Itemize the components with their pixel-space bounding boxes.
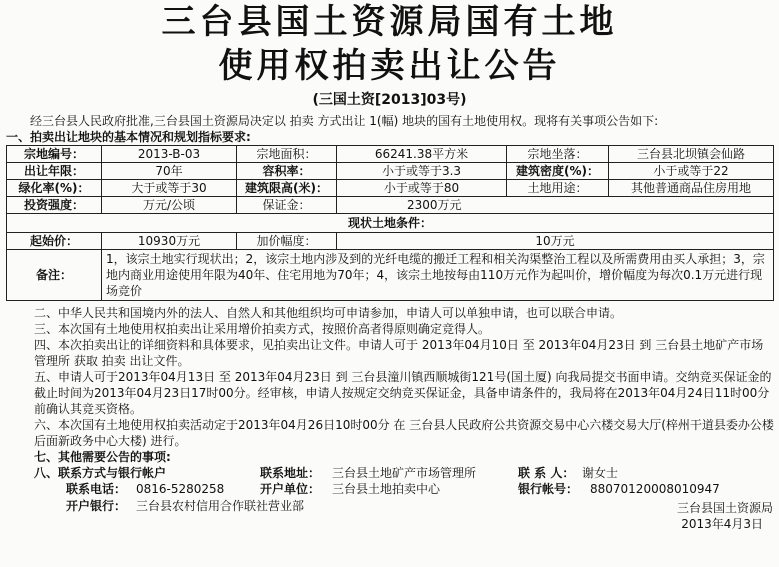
table-cell: 小于或等于22 [609, 163, 774, 180]
contact-person-value: 谢女士 [582, 466, 619, 480]
table-cell: 2300万元 [337, 197, 774, 214]
table-row [7, 214, 774, 233]
paragraph-text: 五、申请人可于2013年04月13日 至 2013年04月23日 到 三台县潼川镇西顺城街121号(国土厦) 向我局提交书面申请。交纳竞买保证金的截止时间为2013年04月23日17时00分。经审核，申请人按规定交纳竞买保证金，具备申请条件的，我局将在2013年04月24日11时00分 前确认其竞买资格。 [34, 370, 772, 416]
table-cell: 建筑密度(%)： [507, 163, 609, 180]
signature: 三台县国土资源局 [676, 501, 773, 515]
contact-person-label: 联 系 人： [518, 466, 575, 480]
paragraph-text: 四、本次拍卖出让的详细资料和具体要求，见拍卖出让文件。申请人可于 2013年04月10日 至 2013年04月23日 到 三台县土地矿产市场管理所 获取 拍卖 出让文件。 [34, 338, 764, 368]
table-cell: 万元/公顷 [102, 197, 237, 214]
account-number-label: 银行帐号： [518, 482, 579, 496]
address-value: 三台县土地矿产市场管理所 [332, 466, 477, 480]
table-cell: 宗地面积： [237, 146, 337, 163]
table-cell: 宗地编号： [7, 146, 102, 163]
table-cell: 大于或等于30 [102, 180, 237, 197]
address-label: 联系地址： [260, 466, 321, 480]
table-cell: 建筑限高(米)： [237, 180, 337, 197]
table-row [7, 146, 774, 163]
table-row [7, 233, 774, 250]
table-cell: 66241.38平方米 [337, 146, 507, 163]
table-cell: 加价幅度： [237, 233, 337, 250]
phone-value: 0816-5280258 [136, 482, 225, 496]
table-cell: 其他普通商品住房用地 [609, 180, 774, 197]
phone-label: 联系电话： [66, 482, 127, 496]
paragraph-2 [0, 305, 779, 321]
paragraph-7 [0, 449, 779, 465]
document-number: (三国土资[2013]03号) [312, 92, 467, 108]
table-row [7, 163, 774, 180]
account-name-label: 开户单位： [260, 482, 321, 496]
account-name-value: 三台县土地拍卖中心 [332, 482, 441, 496]
title-line-1: 三台县国土资源局国有土地 [161, 2, 618, 42]
bank-label: 开户银行： [66, 499, 127, 513]
table-cell: 小于或等于80 [337, 180, 507, 197]
table-cell: 10930万元 [102, 233, 237, 250]
table-cell: 三台县北坝镇会仙路 [609, 146, 774, 163]
contact-section [0, 465, 779, 531]
paragraph-text: 二、中华人民共和国境内外的法人、自然人和其他组织均可申请参加，申请人可以单独申请，也可以联合申请。 [34, 306, 623, 320]
table-cell: 保证金： [237, 197, 337, 214]
account-number-value: 88070120008010947 [590, 482, 720, 496]
table-cell: 2013-B-03 [102, 146, 237, 163]
table-row [7, 180, 774, 197]
table-cell: 起始价： [7, 233, 102, 250]
table-cell: 投资强度： [7, 197, 102, 214]
table-cell: 小于或等于3.3 [337, 163, 507, 180]
paragraph-6 [0, 417, 779, 449]
paragraph-5 [0, 369, 779, 417]
paragraph-text: 七、其他需要公告的事项: [34, 450, 171, 464]
table-row [7, 250, 774, 301]
paragraph-text: 三、本次国有土地使用权拍卖出让采用增价拍卖方式，按照价高者得原则确定竞得人。 [34, 322, 491, 336]
date: 2013年4月3日 [681, 517, 763, 531]
land-info-table [6, 145, 774, 301]
bank-value: 三台县农村信用合作联社营业部 [136, 499, 305, 513]
paragraph-3 [0, 321, 779, 337]
paragraph-text: 六、本次国有土地使用权拍卖活动定于2013年04月26日10时00分 在 三台县人民政府公共资源交易中心六楼交易大厅(梓州干道县委办公楼后面新政务中心大楼) 进行。 [34, 418, 774, 448]
table-cell: 备注： [7, 250, 102, 301]
table-cell: 出让年限： [7, 163, 102, 180]
table-cell: 土地用途： [507, 180, 609, 197]
remark-cell: 1，该宗土地实行现状出；2，该宗土地内涉及到的光纤电缆的搬迁工程和相关沟渠整治工程以及所需费用由买人承担；3，宗地内商业用途使用年限为40年、住宅用地为70年；4，该宗土地按每由110万元作为起叫价，增价幅度为每次0.1万元进行现场竞价 [102, 250, 774, 301]
table-row [7, 197, 774, 214]
paragraph-4 [0, 337, 779, 369]
section-1-heading: 一、拍卖出让地块的基本情况和规划指标要求: [6, 130, 251, 144]
table-cell: 容积率： [237, 163, 337, 180]
table-cell: 现状土地条件： [7, 214, 774, 233]
table-cell: 宗地坐落： [507, 146, 609, 163]
table-cell: 绿化率(%)： [7, 180, 102, 197]
intro-paragraph: 经三台县人民政府批准,三台县国土资源局决定以 拍卖 方式出让 1(幅) 地块的国有土地使用权。现将有关事项公告如下: [30, 114, 659, 128]
section-8-heading: 八、联系方式与银行帐户 [34, 466, 167, 480]
title-line-2: 使用权拍卖出让公告 [218, 46, 561, 86]
table-cell: 70年 [102, 163, 237, 180]
table-cell: 10万元 [337, 233, 774, 250]
